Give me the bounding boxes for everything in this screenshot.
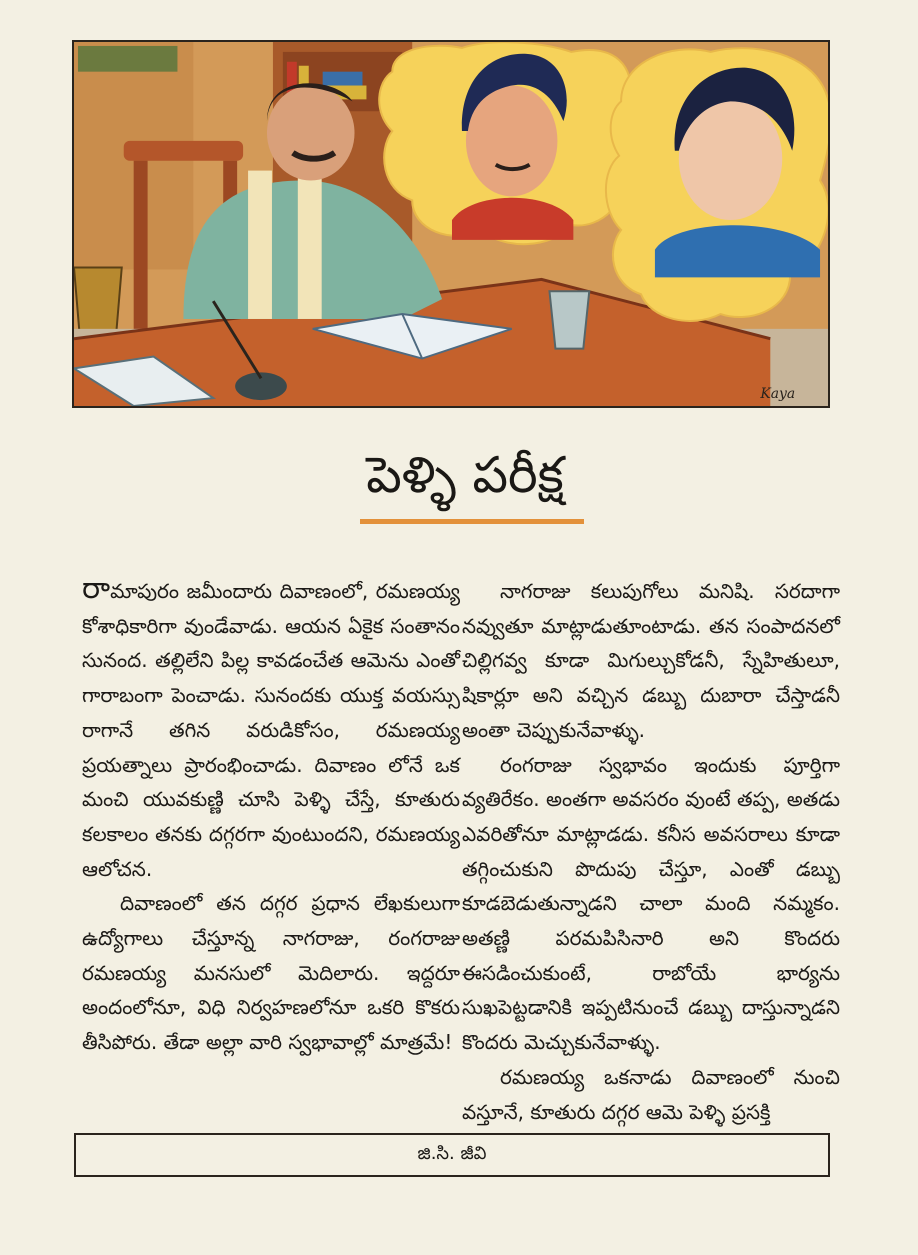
paragraph-text: మాపురం జమీందారు దివాణంలో, రమణయ్య కోశాధికారిగా వుండేవాడు. ఆయన ఏకైక సంతానం సునంద. తల్లిలేని పిల్ల కావడంచేత ఆమెను ఎంతో గారాబంగా పెంచాడు. సునందకు యుక్త వయస్సు రాగానే తగిన వరుడికోసం, రమణయ్య ప్రయత్నాలు ప్రారంభించాడు. దివాణం లోనే ఒక మంచి యువకుణ్ణి చూసి పెళ్ళి చేస్తే, కూతురు కలకాలం తనకు దగ్గరగా వుంటుందని, రమణయ్య ఆలోచన. xyxy=(82,579,460,881)
illustrator-signature: Kaya xyxy=(760,386,796,403)
paragraph: దివాణంలో తన దగ్గర ప్రధాన లేఖకులుగా ఉద్యోగాలు చేస్తూన్న నాగరాజు, రంగరాజు రమణయ్య మనసులో మెదిలారు. ఇద్దరూ అందంలోనూ, విధి నిర్వహణలోనూ ఒకరి కొకరు తీసిపోరు. తేడా అల్లా వారి స్వభావాల్లో మాత్రమే! xyxy=(82,891,460,1055)
text-column-right xyxy=(462,574,840,1129)
story-illustration xyxy=(72,40,830,408)
title-underline xyxy=(360,519,584,524)
drop-cap: రా xyxy=(82,571,111,606)
text-column-left xyxy=(82,571,460,1060)
story-title: పెళ్ళి పరీక్ష xyxy=(366,446,564,504)
illustration-svg xyxy=(74,42,828,406)
author-byline-box xyxy=(74,1133,830,1177)
paragraph xyxy=(82,571,460,886)
author-name: జి.సి. జీవి xyxy=(417,1142,487,1164)
paragraph: రమణయ్య ఒకనాడు దివాణంలో నుంచి వస్తూనే, కూతురు దగ్గర ఆమె పెళ్ళి ప్రసక్తి xyxy=(462,1064,840,1124)
paragraph: నాగరాజు కలుపుగోలు మనిషి. సరదాగా నవ్వుతూ మాట్లాడుతూంటాడు. తన సంపాదనలో చిల్లిగవ్వ కూడా మిగుల్చుకోడనీ, స్నేహితులూ, షికార్లూ అని వచ్చిన డబ్బు దుబారా చేస్తాడనీ అంతా చెప్పుకునేవాళ్ళు. xyxy=(462,579,840,742)
paragraph: రంగరాజు స్వభావం ఇందుకు పూర్తిగా వ్యతిరేకం. అంతగా అవసరం వుంటే తప్ప, అతడు ఎవరితోనూ మాట్లాడడు. కనీస అవసరాలు కూడా తగ్గించుకుని పొదుపు చేస్తూ, ఎంతో డబ్బు కూడబెడుతున్నాడని చాలా మంది నమ్మకం. అతణ్ణి పరమపిసినారి అని కొందరు ఈసడించుకుంటే, రాబోయే భార్యను సుఖపెట్టడానికి ఇప్పటినుంచే డబ్బు దాస్తున్నాడని కొందరు మెచ్చుకునేవాళ్ళు. xyxy=(462,752,840,1055)
